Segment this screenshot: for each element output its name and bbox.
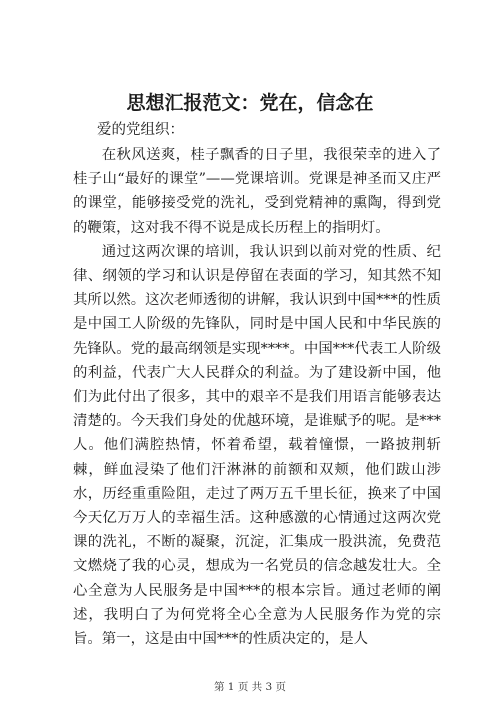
paragraph-1: 在秋风送爽，桂子飘香的日子里，我很荣幸的进入了桂子山“最好的课堂”——党课培训。党课是神圣而又庄严的课堂，能够接受党的洗礼，受到党精神的熏陶，得到党的鞭策，这对我不得不说是成长历程上的指明灯。 <box>73 147 441 236</box>
page-footer: 第 1 页 共 3 页 <box>213 681 287 693</box>
document-body <box>73 143 441 651</box>
paragraph-2: 通过这两次课的培训，我认识到以前对党的性质、纪律、纲领的学习和认识是停留在表面的学习，知其然不知其所以然。这次老师透彻的讲解，我认识到中国***的性质是中国工人阶级的先锋队，同时是中国人民和中华民族的先锋队。党的最高纲领是实现****。中国***代表工人阶级的利益，代表广大人民群众的利益。为了建设新中国，他们为此付出了很多，其中的艰辛不是我们用语言能够表达清楚的。今天我们身处的优越环境，是谁赋予的呢。是***人。他们满腔热情，怀着希望，载着憧憬，一路披荆斩棘，鲜血浸染了他们汗淋淋的前额和双颊，他们跋山涉水，历经重重险阻，走过了两万五千里长征，换来了中国今天亿万万人的幸福生活。这种感激的心情通过这两次党课的洗礼，不断的凝聚，沉淀，汇集成一股洪流，免费范文燃烧了我的心灵，想成为一名党员的信念越发壮大。全心全意为人民服务是中国***的根本宗旨。通过老师的阐述，我明白了为何党将全心全意为人民服务作为党的宗旨。第一，这是由中国***的性质决定的，是人 <box>73 243 441 648</box>
salutation: 爱的党组织： <box>97 122 184 138</box>
document-title: 思想汇报范文：党在，信念在 <box>126 92 374 114</box>
